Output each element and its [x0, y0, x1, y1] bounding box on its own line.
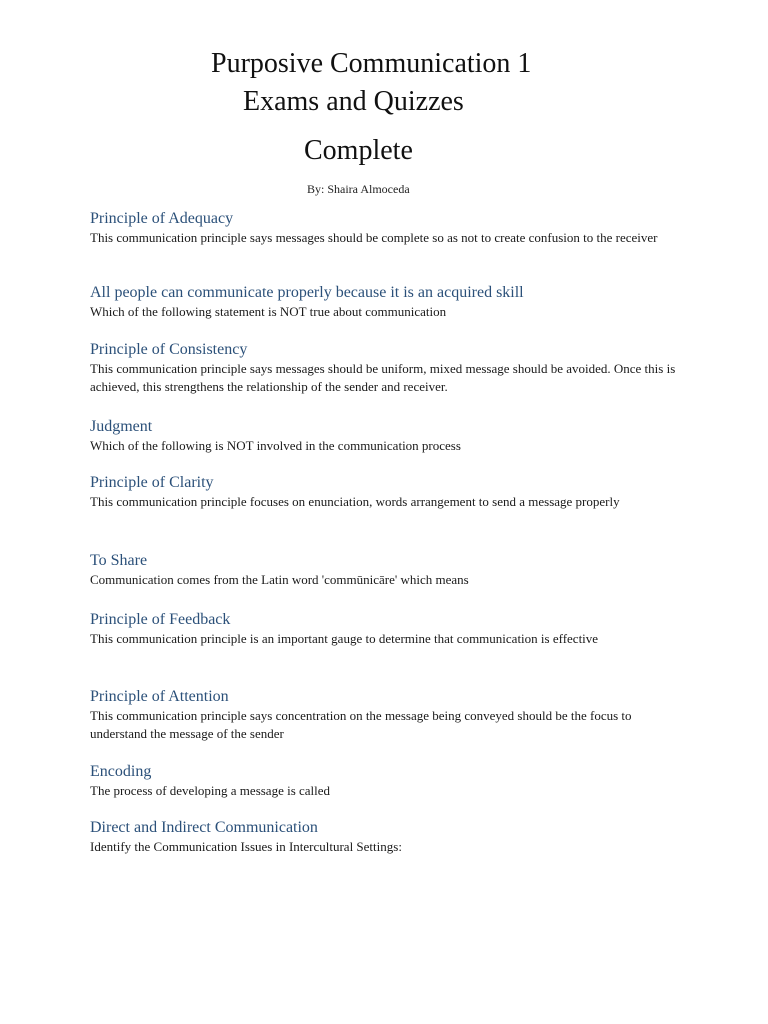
qa-entry-10 [90, 818, 690, 856]
question-text: Which of the following statement is NOT true about communication [90, 304, 447, 319]
question-text: Communication comes from the Latin word 'commūnicāre' which means [90, 572, 469, 587]
question-text: This communication principle says messages should be complete so as not to create confusion to the receiver [90, 230, 658, 245]
title-line-1: Purposive Communication 1 [211, 48, 532, 79]
answer-heading: All people can communicate properly because it is an acquired skill [90, 284, 524, 301]
question-text: Which of the following is NOT involved in the communication process [90, 438, 461, 453]
qa-entry-2 [90, 283, 690, 321]
qa-entry-9 [90, 762, 690, 800]
qa-entry-7 [90, 610, 690, 648]
qa-entry-5 [90, 473, 690, 511]
answer-heading: To Share [90, 552, 148, 569]
qa-entry-3 [90, 340, 690, 396]
title-line-3: Complete [304, 135, 413, 166]
answer-heading: Principle of Feedback [90, 611, 231, 628]
answer-heading: Encoding [90, 763, 152, 780]
question-text: This communication principle is an important gauge to determine that communication is effective [90, 631, 599, 646]
answer-heading: Direct and Indirect Communication [90, 819, 318, 836]
question-text: Identify the Communication Issues in Intercultural Settings: [90, 839, 402, 854]
qa-entry-8 [90, 687, 690, 743]
question-text: The process of developing a message is called [90, 783, 331, 798]
qa-entry-4 [90, 417, 690, 455]
author-byline: By: Shaira Almoceda [307, 182, 410, 196]
answer-heading: Principle of Clarity [90, 474, 214, 491]
question-text: This communication principle focuses on enunciation, words arrangement to send a message properly [90, 494, 620, 509]
answer-heading: Principle of Attention [90, 688, 229, 705]
question-text: This communication principle says concentration on the message being conveyed should be the focus to understand the message of the sender [90, 708, 632, 741]
qa-entry-6 [90, 551, 690, 589]
answer-heading: Judgment [90, 418, 153, 435]
title-line-2: Exams and Quizzes [243, 86, 464, 117]
qa-entry-1 [90, 209, 690, 247]
answer-heading: Principle of Adequacy [90, 210, 234, 227]
question-text: This communication principle says messages should be uniform, mixed message should be avoided. Once this is achieved, this strengthens the relationship of the sender and receiver. [90, 361, 676, 394]
answer-heading: Principle of Consistency [90, 341, 248, 358]
